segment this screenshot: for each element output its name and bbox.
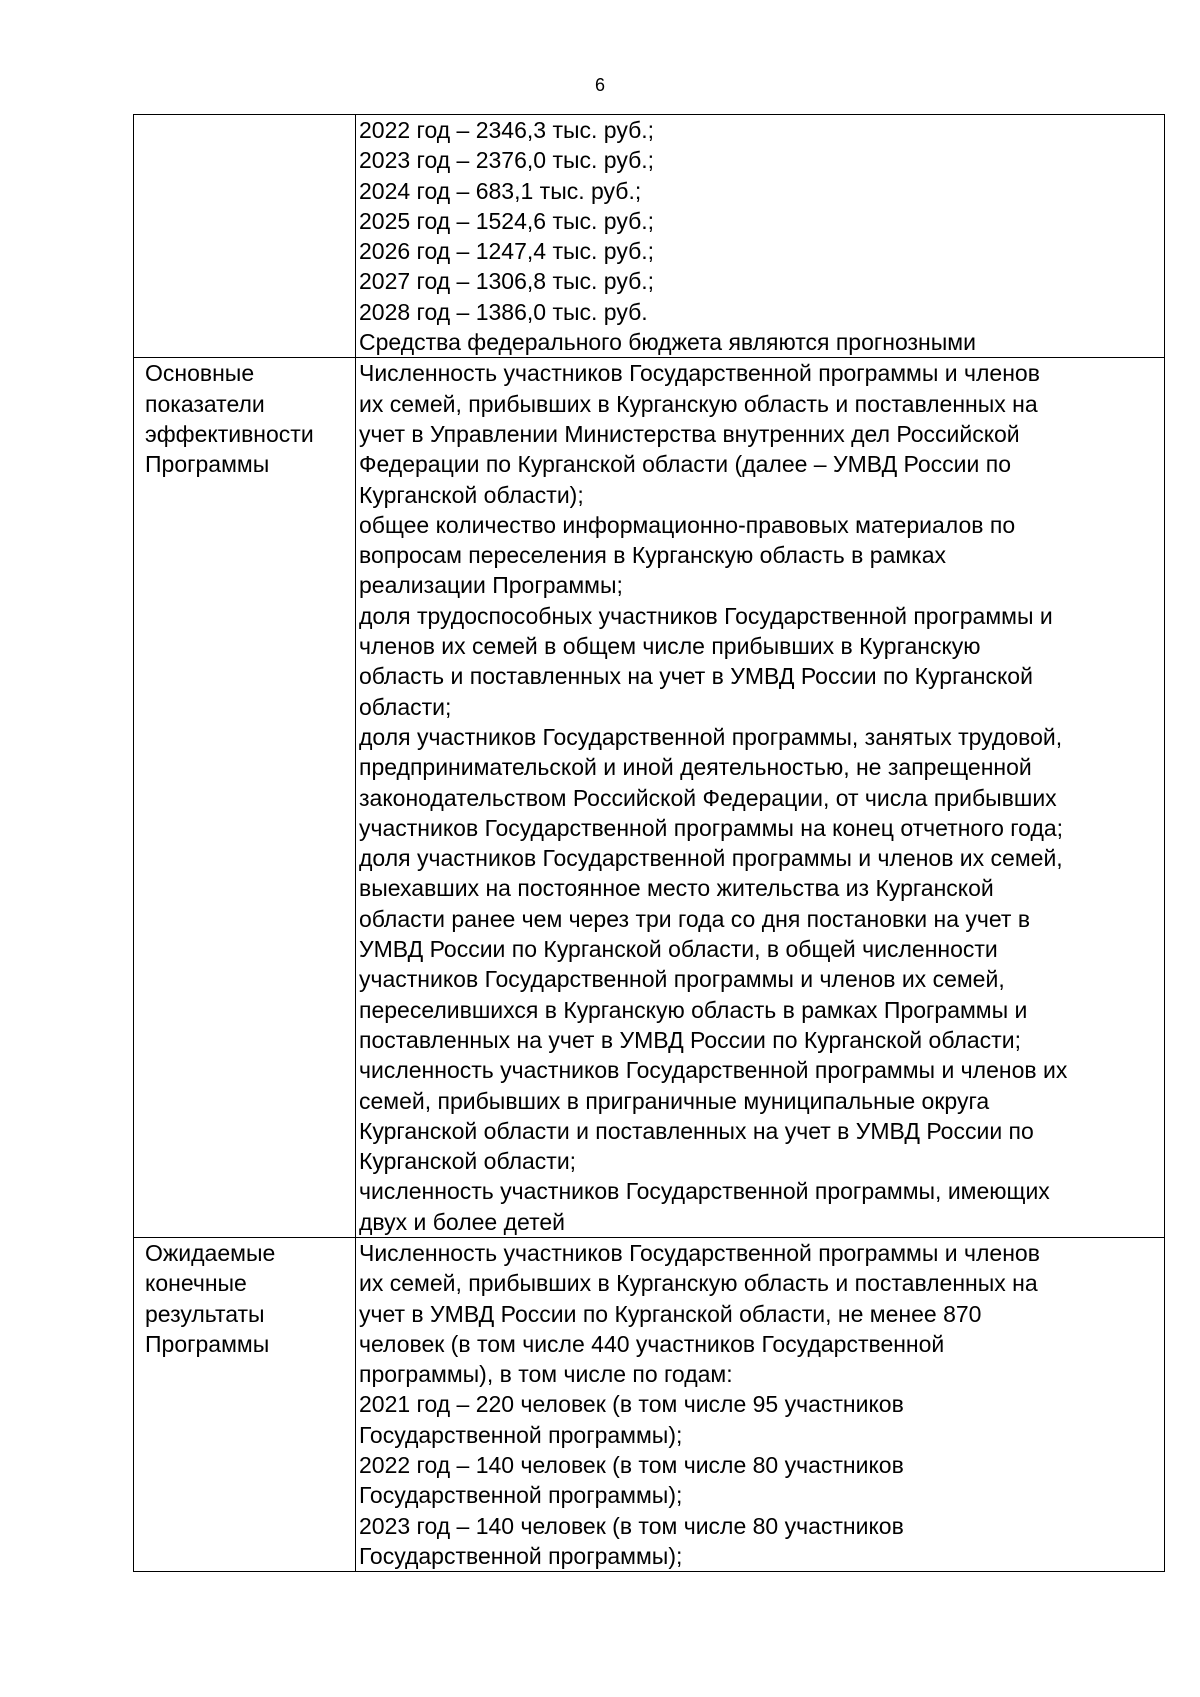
label-line: результаты xyxy=(145,1300,265,1327)
content-line: область и поставленных на учет в УМВД России по Курганской xyxy=(359,663,1033,690)
content-line: человек (в том числе 440 участников Государственной xyxy=(359,1330,945,1357)
content-line: 2021 год – 220 человек (в том числе 95 участников xyxy=(359,1391,904,1418)
content-line: учет в УМВД России по Курганской области, не менее 870 xyxy=(359,1300,982,1327)
content-line: 2025 год – 1524,6 тыс. руб.; xyxy=(359,207,655,234)
content-line: Курганской области); xyxy=(359,481,584,508)
table-row-indicators xyxy=(134,358,1165,1238)
content-line: семей, прибывших в приграничные муниципальные округа xyxy=(359,1087,990,1114)
content-line: численность участников Государственной программы, имеющих xyxy=(359,1178,1050,1205)
content-line: законодательством Российской Федерации, от числа прибывших xyxy=(359,784,1057,811)
content-line: поставленных на учет в УМВД России по Курганской области; xyxy=(359,1026,1021,1053)
content-line: 2024 год – 683,1 тыс. руб.; xyxy=(359,177,642,204)
content-line: Средства федерального бюджета являются прогнозными xyxy=(359,329,976,356)
content-line: доля участников Государственной программы, занятых трудовой, xyxy=(359,723,1063,750)
program-passport-table xyxy=(133,114,1165,1572)
content-line: Государственной программы); xyxy=(359,1542,683,1569)
content-line: учет в Управлении Министерства внутренних дел Российской xyxy=(359,420,1020,447)
content-line: двух и более детей xyxy=(359,1208,565,1235)
content-line: 2022 год – 2346,3 тыс. руб.; xyxy=(359,117,655,143)
content-line: Государственной программы); xyxy=(359,1482,683,1509)
content-line: УМВД России по Курганской области, в общей численности xyxy=(359,936,998,963)
table-row-financing xyxy=(134,115,1165,358)
content-line: участников Государственной программы на конец отчетного года; xyxy=(359,814,1064,841)
content-line: реализации Программы; xyxy=(359,572,623,599)
content-line: 2027 год – 1306,8 тыс. руб.; xyxy=(359,268,655,295)
label-line: Программы xyxy=(145,451,270,478)
row-label-expected-results xyxy=(134,1237,356,1571)
content-line: доля участников Государственной программы и членов их семей, xyxy=(359,845,1063,872)
content-line: выехавших на постоянное место жительства из Курганской xyxy=(359,875,994,902)
content-line: Курганской области; xyxy=(359,1148,577,1175)
row-label-empty xyxy=(134,115,356,358)
content-line: переселившихся в Курганскую область в рамках Программы и xyxy=(359,996,1028,1023)
row-label-indicators xyxy=(134,358,356,1238)
content-line: 2028 год – 1386,0 тыс. руб. xyxy=(359,298,648,325)
table-row-expected-results xyxy=(134,1237,1165,1571)
label-line: показатели xyxy=(145,390,265,417)
label-line: конечные xyxy=(145,1270,247,1297)
content-line: их семей, прибывших в Курганскую область и поставленных на xyxy=(359,390,1038,417)
page-number: 6 xyxy=(594,75,605,95)
row-content-financing xyxy=(356,115,1165,358)
content-line: 2026 год – 1247,4 тыс. руб.; xyxy=(359,238,655,265)
content-line: общее количество информационно-правовых материалов по xyxy=(359,511,1016,538)
content-line: численность участников Государственной программы и членов их xyxy=(359,1057,1068,1084)
content-line: 2023 год – 2376,0 тыс. руб.; xyxy=(359,147,655,174)
content-line: программы), в том числе по годам: xyxy=(359,1361,733,1388)
content-line: Численность участников Государственной программы и членов xyxy=(359,360,1040,387)
label-line: Программы xyxy=(145,1330,270,1357)
content-line: области; xyxy=(359,693,452,720)
content-line: 2023 год – 140 человек (в том числе 80 участников xyxy=(359,1512,904,1539)
content-line: предпринимательской и иной деятельностью, не запрещенной xyxy=(359,754,1032,781)
content-line: Федерации по Курганской области (далее – УМВД России по xyxy=(359,451,1012,478)
label-line: Основные xyxy=(145,360,255,387)
content-line: их семей, прибывших в Курганскую область и поставленных на xyxy=(359,1270,1038,1297)
label-line: Ожидаемые xyxy=(145,1239,276,1266)
content-line: Курганской области и поставленных на учет в УМВД России по xyxy=(359,1117,1034,1144)
content-line: участников Государственной программы и членов их семей, xyxy=(359,966,1005,993)
content-line: Численность участников Государственной программы и членов xyxy=(359,1239,1040,1266)
row-content-indicators xyxy=(356,358,1165,1238)
content-line: 2022 год – 140 человек (в том числе 80 участников xyxy=(359,1452,904,1479)
content-line: вопросам переселения в Курганскую область в рамках xyxy=(359,542,947,569)
content-line: доля трудоспособных участников Государственной программы и xyxy=(359,602,1053,629)
content-line: области ранее чем через три года со дня постановки на учет в xyxy=(359,905,1031,932)
content-line: Государственной программы); xyxy=(359,1421,683,1448)
label-line: эффективности xyxy=(145,420,314,447)
content-line: членов их семей в общем числе прибывших в Курганскую xyxy=(359,633,981,660)
row-content-expected-results xyxy=(356,1237,1165,1571)
